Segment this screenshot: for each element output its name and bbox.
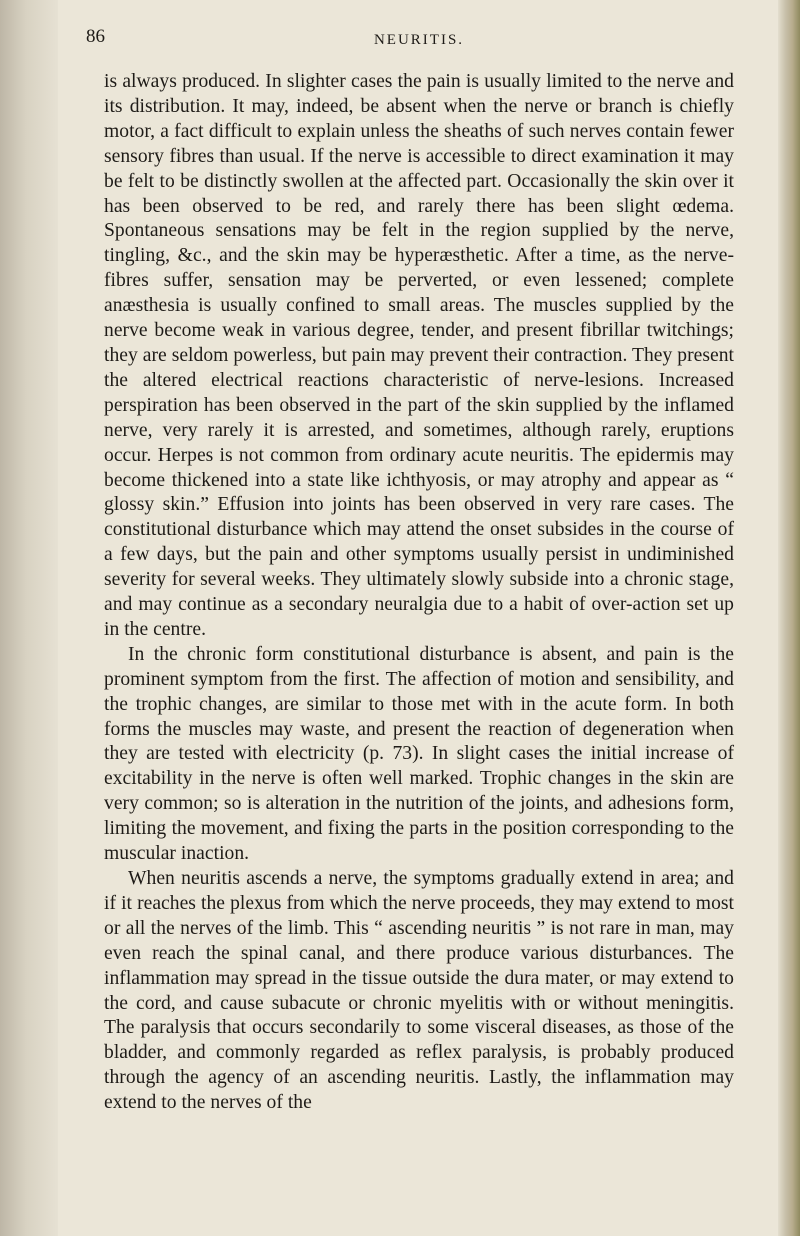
scan-right-edge <box>778 0 800 1236</box>
book-page <box>86 26 734 1221</box>
running-head: NEURITIS. <box>373 32 465 48</box>
paragraph-ascending-neuritis: When neuritis ascends a nerve, the symptoms gradually extend in area; and if it reaches the plexus from which the nerve proceeds, they may extend to most or all the nerves of the limb. This “ ascending neuritis ” is not rare in man, may even reach the spinal canal, and there produce various disturbances. The inflammation may spread in the tissue outside the dura mater, or may extend to the cord, and cause subacute or chronic myelitis with or without meningitis. The paralysis that occurs secondarily to some visceral diseases, as those of the bladder, and commonly regarded as reflex paralysis, is probably produced through the agency of an ascending neuritis. Lastly, the inflammation may extend to the nerves of the <box>104 868 734 1114</box>
paragraph-acute-symptoms: is always produced. In slighter cases the pain is usually limited to the nerve and its distribution. It may, indeed, be absent when the nerve or branch is chiefly motor, a fact difficult to explain unless the sheaths of such nerves contain fewer sensory fibres than usual. If the nerve is accessible to direct examination it may be felt to be distinctly swollen at the affected part. Occasionally the skin over it has been observed to be red, and rarely there has been slight œdema. Spontaneous sensations may be felt in the region supplied by the nerve, tingling, &c., and the skin may be hyperæsthetic. After a time, as the nerve-fibres suffer, sensation may be perverted, or even lessened; complete anæsthesia is usually confined to small areas. The muscles supplied by the nerve become weak in various degree, tender, and present fibrillar twitchings; they are seldom powerless, but pain may prevent their contraction. They present the altered electrical reactions characteristic of nerve-lesions. Increased perspiration has been observed in the part of the skin supplied by the inflamed nerve, very rarely it is arrested, and sometimes, although rarely, eruptions occur. Herpes is not common from ordinary acute neuritis. The epidermis may become thickened into a state like ichthyosis, or may atrophy and appear as “ glossy skin.” Effusion into joints has been observed in very rare cases. The constitutional disturbance which may attend the onset subsides in the course of a few days, but the pain and other symptoms usually persist in undiminished severity for several weeks. They ultimately slowly subside into a chronic stage, and may continue as a secondary neuralgia due to a habit of over-action set up in the centre. <box>104 71 734 640</box>
paragraph-chronic-form: In the chronic form constitutional disturbance is absent, and pain is the prominent symptom from the first. The affection of motion and sensibility, and the trophic changes, are similar to those met with in the acute form. In both forms the muscles may waste, and present the reaction of degeneration when they are tested with electricity (p. 73). In slight cases the initial increase of excitability in the nerve is often well marked. Trophic changes in the skin are very common; so is alteration in the nutrition of the joints, and adhesions form, limiting the movement, and fixing the parts in the position corresponding to the muscular inaction. <box>104 643 734 865</box>
body-text <box>104 70 734 1116</box>
scan-left-edge <box>0 0 58 1236</box>
page-header <box>86 26 734 66</box>
page-number: 86 <box>86 26 105 47</box>
